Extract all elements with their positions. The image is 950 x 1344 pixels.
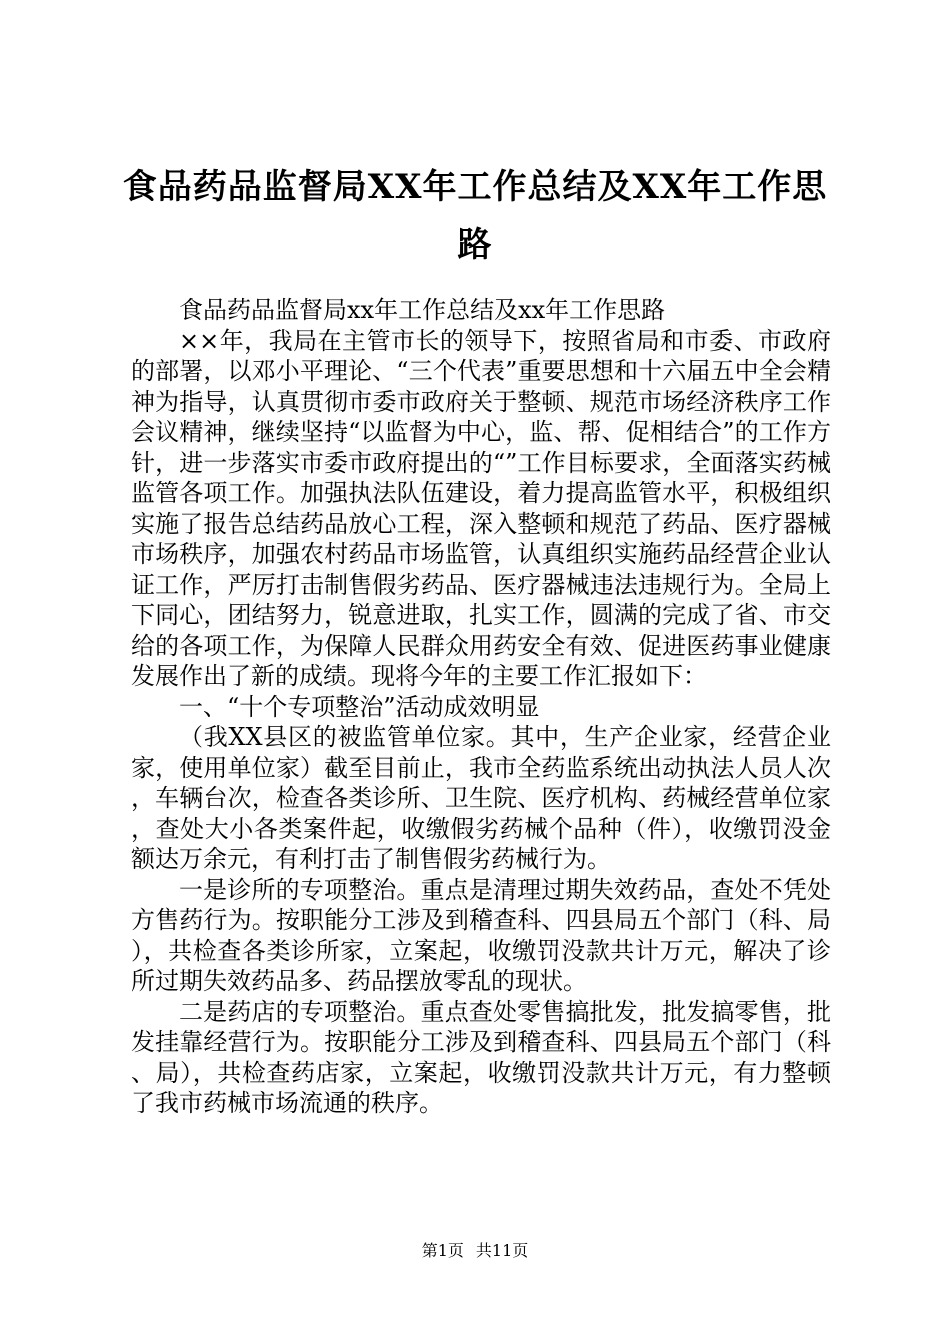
- document-body: [131, 295, 831, 1119]
- page-number: 第1页: [421, 1241, 464, 1260]
- document-title: 食品药品监督局XX年工作总结及XX年工作思路: [122, 167, 828, 265]
- page-footer: [0, 1241, 950, 1261]
- subtitle-paragraph: 食品药品监督局xx年工作总结及xx年工作思路: [179, 296, 666, 324]
- intro-paragraph: ××年，我局在主管市长的领导下，按照省局和市委、市政府的部署，以邓小平理论、“三个代表”重要思想和十六届五中全会精神为指导，认真贯彻市委市政府关于整顿、规范市场经济秩序工作会议精神，继续坚持“以监督为中心，监、帮、促相结合”的工作方针，进一步落实市委市政府提出的“”工作目标要求，全面落实药械监管各项工作。加强执法队伍建设，着力提高监管水平，积极组织实施了报告总结药品放心工程，深入整顿和规范了药品、医疗器械市场秩序，加强农村药品市场监管，认真组织实施药品经营企业认证工作，严厉打击制售假劣药品、医疗器械违法违规行为。全局上下同心，团结努力，锐意进取，扎实工作，圆满的完成了省、市交给的各项工作，为保障人民群众用药安全有效、促进医药事业健康发展作出了新的成绩。现将今年的主要工作汇报如下：: [131, 326, 831, 690]
- page-total: 共11页: [475, 1241, 529, 1260]
- body-paragraph: （我XX县区的被监管单位家。其中，生产企业家，经营企业家，使用单位家）截至目前止，我市全药监系统出动执法人员人次，车辆台次，检查各类诊所、卫生院、医疗机构、药械经营单位家，查处大小各类案件起，收缴假劣药械个品种（件），收缴罚没金额达万余元，有利打击了制售假劣药械行为。: [131, 723, 831, 873]
- body-paragraph: 二是药店的专项整治。重点查处零售搞批发，批发搞零售，批发挂靠经营行为。按职能分工涉及到稽查科、四县局五个部门（科、局），共检查药店家，立案起，收缴罚没款共计万元，有力整顿了我市药械市场流通的秩序。: [131, 997, 831, 1117]
- section-heading: 一、“十个专项整治”活动成效明显: [179, 692, 540, 721]
- body-paragraph: 一是诊所的专项整治。重点是清理过期失效药品，查处不凭处方售药行为。按职能分工涉及到稽查科、四县局五个部门（科、局），共检查各类诊所家，立案起，收缴罚没款共计万元，解决了诊所过期失效药品多、药品摆放零乱的现状。: [131, 875, 831, 995]
